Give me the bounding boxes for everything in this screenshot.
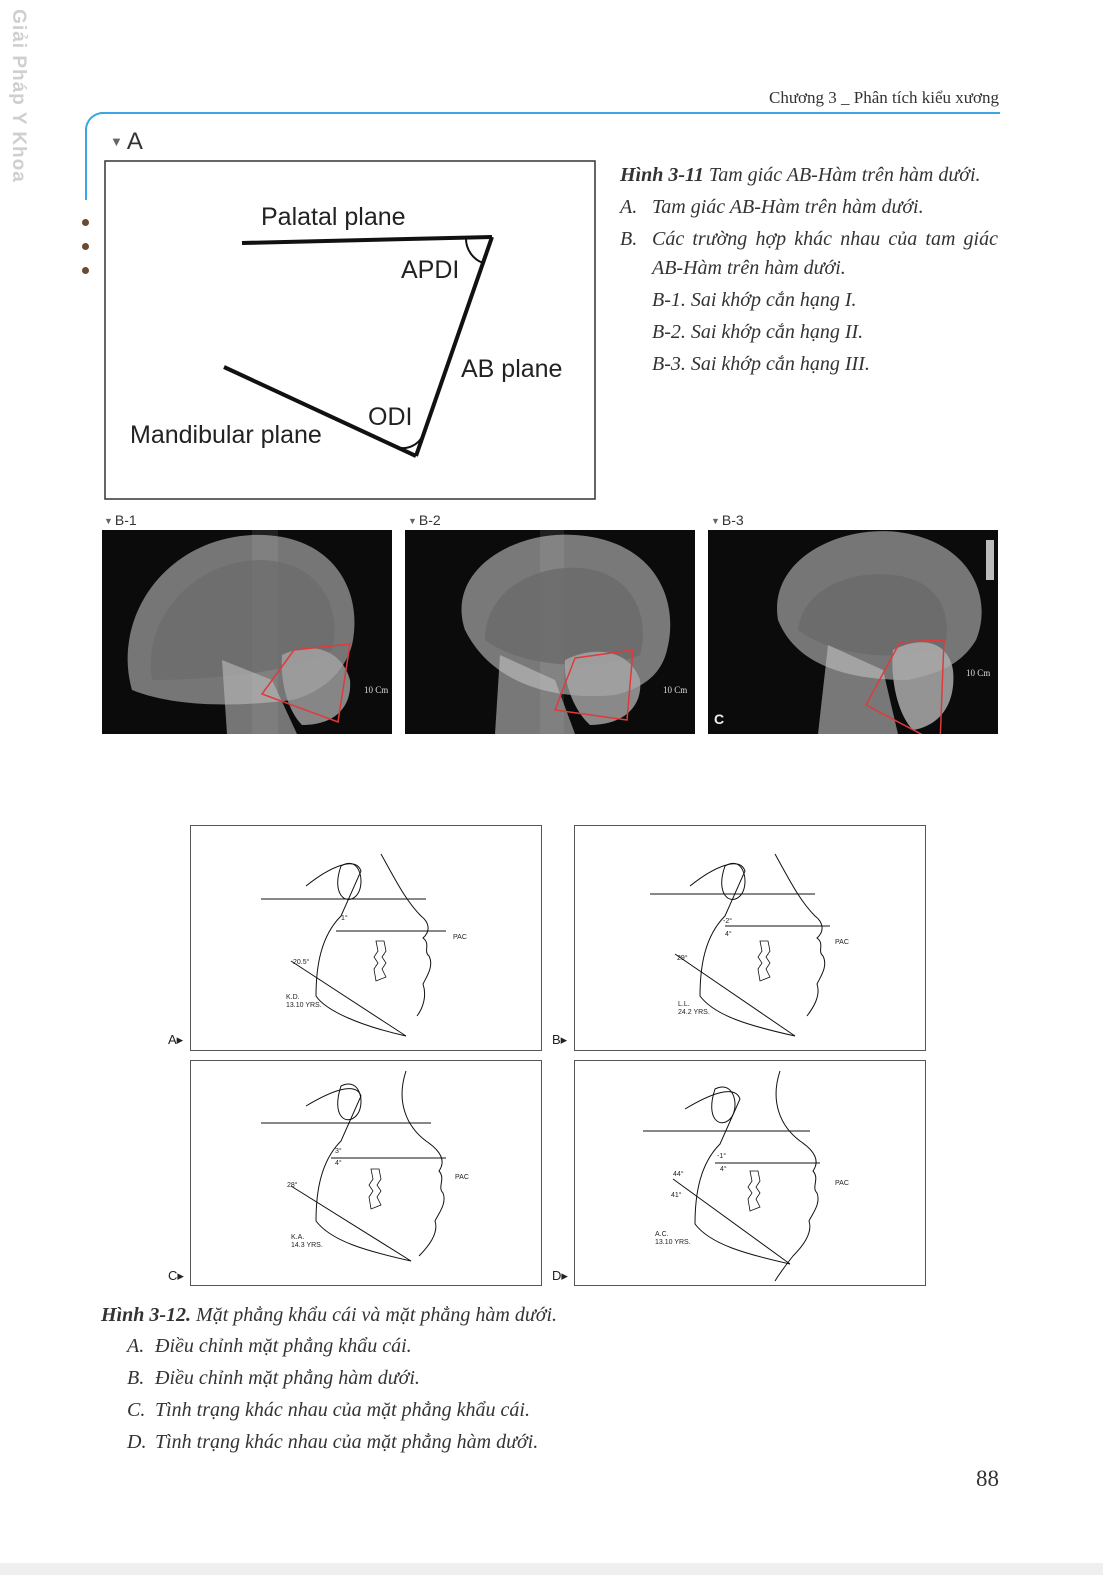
caption-item-text: Tình trạng khác nhau của mặt phẳng khẩu cái. xyxy=(155,1399,530,1421)
xray-b3-label xyxy=(711,512,744,528)
caption-item-key: C. xyxy=(127,1399,146,1421)
caption-title-text: Mặt phẳng khẩu cái và mặt phẳng hàm dưới. xyxy=(191,1304,558,1326)
tracing-angle-label-2: 4° xyxy=(720,1166,727,1173)
ab-triangle-diagram xyxy=(104,160,596,500)
tracing-letter-text: C xyxy=(168,1268,178,1283)
caption-item xyxy=(127,1330,1001,1362)
xray-corner-letter: C xyxy=(714,711,725,727)
tracing-angle-label-2: 4° xyxy=(335,1160,342,1167)
caption-title-number: Hình 3-11 xyxy=(620,164,704,186)
side-brand-watermark xyxy=(2,8,34,183)
tracing-panel-a xyxy=(190,825,542,1051)
tracing-patient-label: A.C. xyxy=(655,1231,669,1238)
caption-item xyxy=(127,1426,1001,1458)
xray-scale-label: 10 Cm xyxy=(364,685,389,695)
palatal-plane-label: Palatal plane xyxy=(261,203,406,231)
caption-item xyxy=(127,1362,1001,1394)
ab-plane-label: AB plane xyxy=(461,355,563,383)
caption-title xyxy=(620,161,998,190)
tracing-pac-label: PAC xyxy=(835,939,849,946)
xray-scale-label: 10 Cm xyxy=(663,685,688,695)
header-rule xyxy=(100,112,1000,114)
triangle-marker-icon: ▼ xyxy=(110,134,123,149)
xray-b2-label xyxy=(408,512,441,528)
odi-label: ODI xyxy=(368,403,413,431)
tracing-angle-label-2: 4° xyxy=(725,931,732,938)
side-rule xyxy=(85,128,87,200)
tracing-angle-label: 3° xyxy=(335,1148,342,1155)
caption-item-text: Các trường hợp khác nhau của tam giác AB-Hàm trên hàm dưới. xyxy=(652,228,998,279)
caption-item xyxy=(127,1394,1001,1426)
caption-subitem: B-3. Sai khớp cắn hạng III. xyxy=(652,353,870,375)
tracing-panel-d xyxy=(574,1060,926,1286)
apdi-label: APDI xyxy=(401,256,460,284)
tracing-mand-angle-label: 28° xyxy=(287,1182,298,1189)
tracing-angle-label: -2° xyxy=(723,918,733,925)
header-rule-corner xyxy=(85,112,105,134)
bullet-dot xyxy=(82,267,89,274)
panel-a-letter: A xyxy=(126,128,143,155)
tracing-angle-label: -1° xyxy=(717,1153,727,1160)
xray-b2-image xyxy=(405,530,695,734)
tracing-age-label: 14.3 YRS. xyxy=(291,1242,323,1249)
tracing-letter-text: B xyxy=(552,1032,561,1047)
page-number: 88 xyxy=(976,1466,999,1491)
xray-b1-label xyxy=(104,512,137,528)
triangle-marker-icon: ▼ xyxy=(104,516,113,526)
tracing-age-label: 24.2 YRS. xyxy=(678,1009,710,1016)
tracing-pac-label: PAC xyxy=(453,934,467,941)
tracing-patient-label: L.L. xyxy=(678,1001,690,1008)
tracing-mand-angle-label: 44° xyxy=(673,1171,684,1178)
xray-label-text: B-3 xyxy=(721,512,744,528)
mandibular-plane-label: Mandibular plane xyxy=(130,421,322,449)
tracing-age-label: 13.10 YRS. xyxy=(655,1239,691,1246)
caption-item-key: A. xyxy=(620,196,638,218)
xray-label-text: B-2 xyxy=(418,512,441,528)
caption-item-text: Điều chỉnh mặt phẳng hàm dưới. xyxy=(155,1367,420,1389)
caption-title xyxy=(101,1300,1001,1330)
caption-item-key: B. xyxy=(620,228,638,250)
xray-label-text: B-1 xyxy=(114,512,137,528)
tracing-panel-b xyxy=(574,825,926,1051)
figure-3-12-caption xyxy=(101,1300,1001,1458)
caption-subitem: B-2. Sai khớp cắn hạng II. xyxy=(652,321,864,343)
figure-3-12-tracings xyxy=(166,822,926,1292)
tracing-mand-angle-label-2: 41° xyxy=(671,1192,682,1199)
side-brand-text: Giải Pháp Y Khoa xyxy=(8,8,29,183)
tracing-letter-text: D xyxy=(552,1268,562,1283)
tracing-pac-label: PAC xyxy=(835,1180,849,1187)
caption-subitem: B-1. Sai khớp cắn hạng I. xyxy=(652,289,857,311)
tracing-patient-label: K.D. xyxy=(286,994,300,1001)
tracing-letter: D▸ xyxy=(552,1268,568,1283)
tracing-letter: A▸ xyxy=(168,1032,184,1047)
caption-item xyxy=(620,225,998,283)
tracing-patient-label: K.A. xyxy=(291,1234,305,1241)
caption-item-key: A. xyxy=(127,1335,145,1357)
caption-item xyxy=(620,193,998,222)
caption-item-text: Tam giác AB-Hàm trên hàm dưới. xyxy=(652,196,924,218)
figure-3-11-caption xyxy=(620,161,998,379)
xray-scale-label: 10 Cm xyxy=(966,668,991,678)
tracing-mand-angle-label: 29° xyxy=(677,955,688,962)
caption-item-text: Tình trạng khác nhau của mặt phẳng hàm dưới. xyxy=(155,1431,539,1453)
tracing-angle-label: 1° xyxy=(341,915,348,922)
caption-title-number: Hình 3-12. xyxy=(101,1304,192,1326)
tracing-letter-text: A xyxy=(168,1032,177,1047)
panel-a-label xyxy=(110,128,143,156)
triangle-marker-icon: ▼ xyxy=(711,516,720,526)
xray-b3-image xyxy=(708,530,998,734)
tracing-letter: B▸ xyxy=(552,1032,568,1047)
triangle-marker-icon: ▼ xyxy=(408,516,417,526)
bottom-band xyxy=(0,1563,1103,1575)
caption-item-key: D. xyxy=(127,1431,147,1453)
caption-title-text: Tam giác AB-Hàm trên hàm dưới. xyxy=(703,164,981,186)
bullet-dot xyxy=(82,243,89,250)
tracing-mand-angle-label: 20.5° xyxy=(293,959,310,966)
tracing-letter: C▸ xyxy=(168,1268,184,1283)
tracing-panel-c xyxy=(190,1060,542,1286)
bullet-dot xyxy=(82,219,89,226)
chapter-header: Chương 3 _ Phân tích kiểu xương xyxy=(768,88,999,107)
tracing-age-label: 13.10 YRS. xyxy=(286,1002,322,1009)
tracing-pac-label: PAC xyxy=(455,1174,469,1181)
caption-item-text: Điều chỉnh mặt phẳng khẩu cái. xyxy=(155,1335,412,1357)
caption-item-key: B. xyxy=(127,1367,145,1389)
xray-b1-image xyxy=(102,530,392,734)
